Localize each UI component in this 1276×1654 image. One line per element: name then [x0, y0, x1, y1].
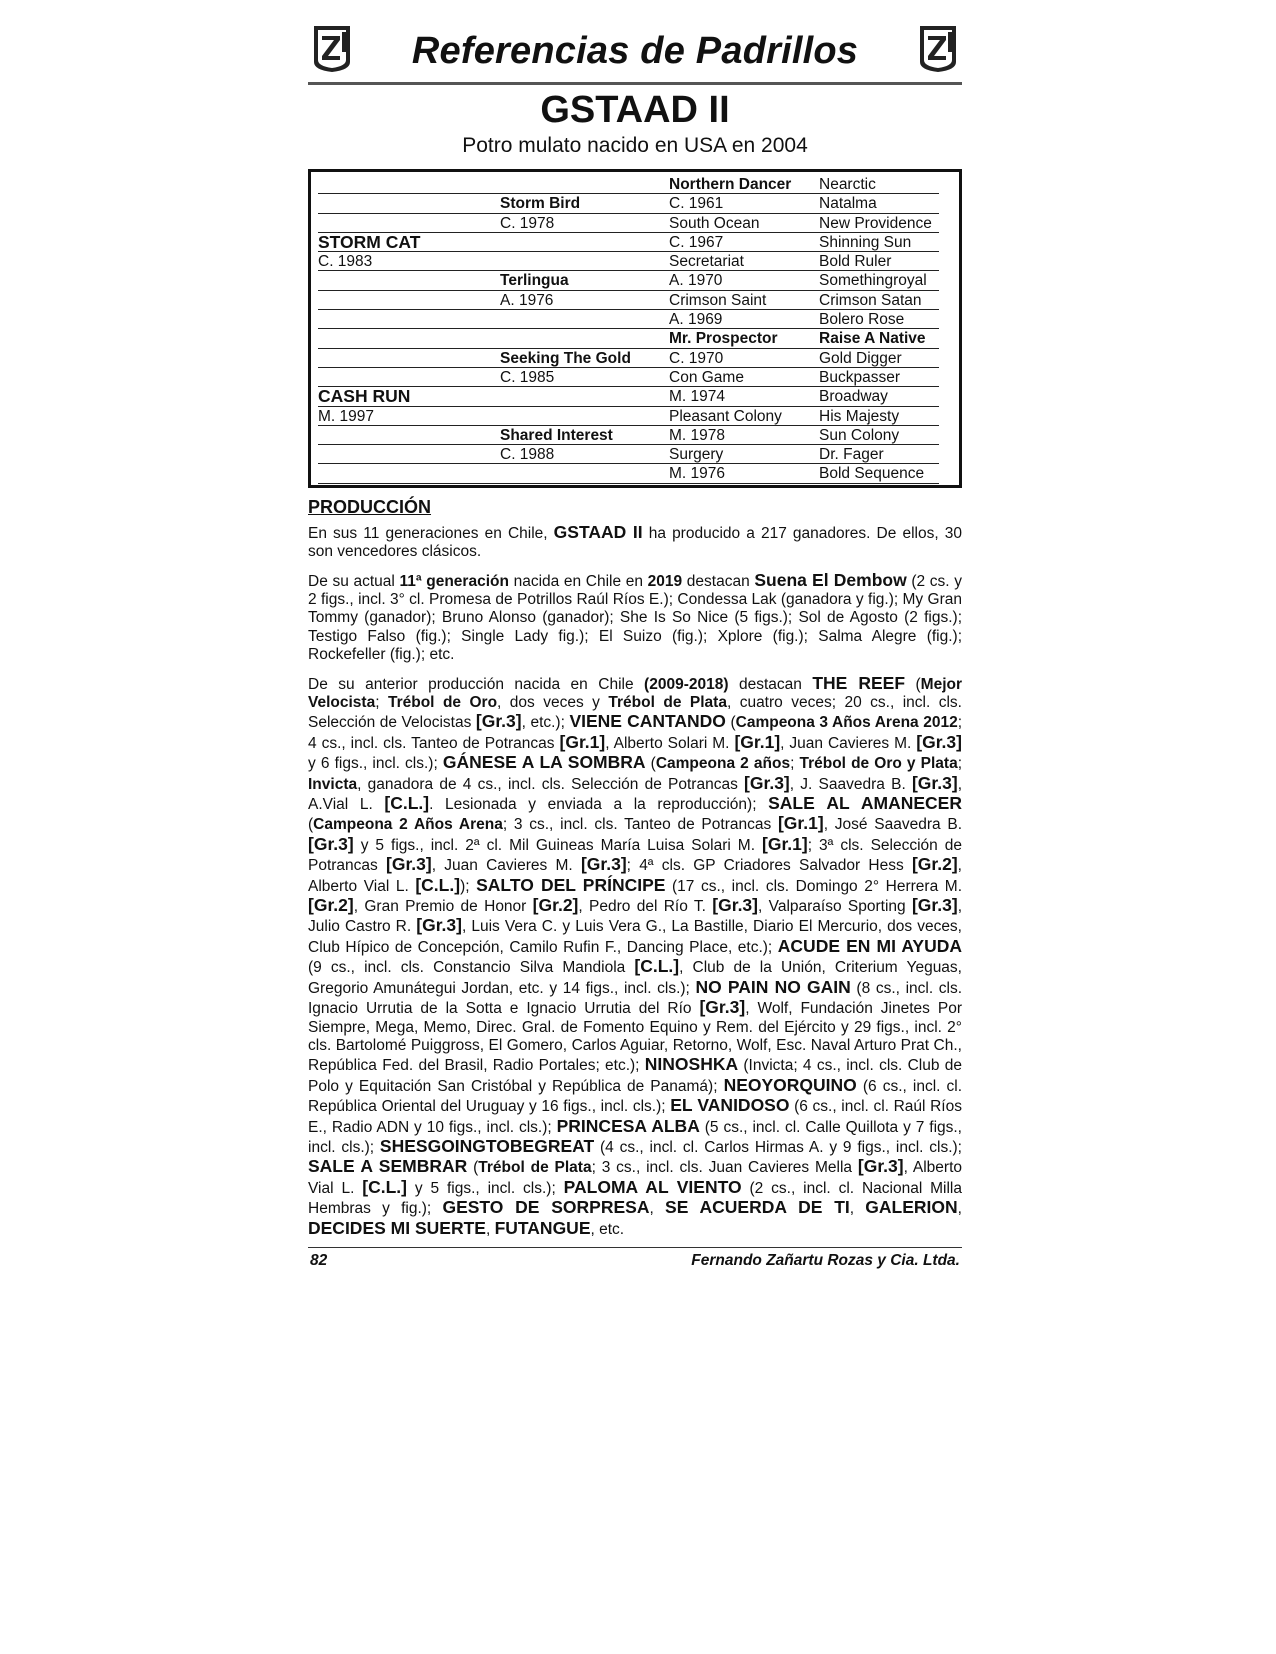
- pedigree-cell: Nearctic: [819, 175, 939, 194]
- pedigree-cell: [318, 291, 500, 310]
- pedigree-row: [318, 426, 939, 445]
- pedigree-cell: Northern Dancer: [669, 175, 819, 194]
- pedigree-cell: Bold Sequence: [819, 464, 939, 483]
- pedigree-cell: [318, 214, 500, 233]
- pedigree-cell: Secretariat: [669, 252, 819, 271]
- pedigree-cell: C. 1961: [669, 194, 819, 213]
- pedigree-cell: Dr. Fager: [819, 445, 939, 464]
- pedigree-cell: [318, 175, 500, 194]
- pedigree-row: [318, 368, 939, 387]
- pedigree-cell: A. 1976: [500, 291, 669, 310]
- pedigree-cell: C. 1988: [500, 445, 669, 464]
- production-paragraph-1: En sus 11 generaciones en Chile, GSTAAD II ha producido a 217 ganadores. De ellos, 30 son vencedores clásicos.: [308, 521, 962, 561]
- pedigree-cell: Buckpasser: [819, 368, 939, 387]
- pedigree-cell: M. 1974: [669, 387, 819, 406]
- pedigree-cell: A. 1969: [669, 310, 819, 329]
- pedigree-cell: Pleasant Colony: [669, 407, 819, 426]
- pedigree-row: [318, 445, 939, 464]
- pedigree-cell: [500, 464, 669, 483]
- page-footer: [308, 1247, 962, 1274]
- fz-logo-icon: [914, 22, 962, 74]
- pedigree-row: [318, 464, 939, 483]
- pedigree-cell: Mr. Prospector: [669, 329, 819, 348]
- pedigree-cell: CASH RUN: [318, 387, 500, 406]
- document-page: [308, 20, 962, 1274]
- page-number: 82: [310, 1251, 328, 1269]
- pedigree-cell: C. 1970: [669, 349, 819, 368]
- pedigree-cell: His Majesty: [819, 407, 939, 426]
- pedigree-row: [318, 291, 939, 310]
- pedigree-row: [318, 407, 939, 426]
- pedigree-cell: Con Game: [669, 368, 819, 387]
- production-paragraph-3: De su anterior producción nacida en Chile (2009-2018) destacan THE REEF (Mejor Velocista; Trébol de Oro, dos veces y Trébol de Plata, cuatro veces; 20 cs., incl. cls. Selección de Velocistas [Gr.3], etc.); VIENE CANTANDO (Campeona 3 Años Arena 2012; 4 cs., incl. cls. Tanteo de Potrancas [Gr.1], Alberto Solari M. [Gr.1], Juan Cavieres M. [Gr.3] y 6 figs., incl. cls.); GÁNESE A LA SOMBRA (Campeona 2 años; Trébol de Oro y Plata; Invicta, ganadora de 4 cs., incl. cls. Selección de Potrancas [Gr.3], J. Saavedra B. [Gr.3], A.Vial L. [C.L.]. Lesionada y enviada a la reproducción); SALE AL AMANECER (Campeona 2 Años Arena; 3 cs., incl. cls. Tanteo de Potrancas [Gr.1], José Saavedra B. [Gr.3] y 5 figs., incl. 2ª cl. Mil Guineas María Luisa Solari M. [Gr.1]; 3ª cls. Selección de Potrancas [Gr.3], Juan Cavieres M. [Gr.3]; 4ª cls. GP Criadores Salvador Hess [Gr.2], Alberto Vial L. [C.L.]); SALTO DEL PRÍNCIPE (17 cs., incl. cls. Domingo 2° Herrera M. [Gr.2], Gran Premio de Honor [Gr.2], Pedro del Río T. [Gr.3], Valparaíso Sporting [Gr.3], Julio Castro R. [Gr.3], Luis Vera C. y Luis Vera G., La Bastille, Diario El Mercurio, dos veces, Club Hípico de Concepción, Camilo Rufin F., Dancing Place, etc.); ACUDE EN MI AYUDA (9 cs., incl. cls. Constancio Silva Mandiola [C.L.], Club de la Unión, Criterium Yeguas, Gregorio Amunátegui Jordan, etc. y 14 figs., incl. cls.); NO PAIN NO GAIN (8 cs., incl. cls. Ignacio Urrutia de la Sotta e Ignacio Urrutia del Río [Gr.3], Wolf, Fundación Jinetes Por Siempre, Mega, Memo, Direc. Gral. de Fomento Equino y Rem. del Ejército y 29 figs., incl. 2° cls. Bartolomé Puiggross, El Gomero, Carlos Aguiar, Retorno, Wolf, Esc. Naval Arturo Prat Ch., República Fed. del Brasil, Radio Portales; etc.); NINOSHKA (Invicta; 4 cs., incl. cls. Club de Polo y Equitación San Cristóbal y República de Panamá); NEOYORQUINO (6 cs., incl. cl. República Oriental del Uruguay y 16 figs., incl. cls.); EL VANIDOSO (6 cs., incl. cl. Raúl Ríos E., Radio ADN y 10 figs., incl. cls.); PRINCESA ALBA (5 cs., incl. cl. Calle Quillota y 7 figs., incl. cls.); SHESGOINGTOBEGREAT (4 cs., incl. cl. Carlos Hirmas A. y 9 figs., incl. cls.); SALE A SEMBRAR (Trébol de Plata; 3 cs., incl. cls. Juan Cavieres Mella [Gr.3], Alberto Vial L. [C.L.] y 5 figs., incl. cls.); PALOMA AL VIENTO (2 cs., incl. cl. Nacional Milla Hembras y fig.); GESTO DE SORPRESA, SE ACUERDA DE TI, GALERION, DECIDES MI SUERTE, FUTANGUE, etc.: [308, 672, 963, 1238]
- pedigree-cell: [318, 426, 500, 445]
- pedigree-row: [318, 233, 939, 252]
- pedigree-cell: [500, 329, 669, 348]
- pedigree-row: [318, 214, 939, 233]
- pedigree-cell: STORM CAT: [318, 233, 500, 252]
- pedigree-cell: [318, 194, 500, 213]
- horse-name-inline: GSTAAD II: [553, 521, 643, 542]
- pedigree-cell: M. 1997: [318, 407, 500, 426]
- page-title: Referencias de Padrillos: [411, 30, 859, 72]
- pedigree-cell: C. 1967: [669, 233, 819, 252]
- pedigree-cell: Natalma: [819, 194, 939, 213]
- pedigree-cell: Surgery: [669, 445, 819, 464]
- pedigree-row: [318, 271, 939, 290]
- pedigree-cell: Broadway: [819, 387, 939, 406]
- pedigree-cell: Shared Interest: [500, 426, 669, 445]
- pedigree-cell: M. 1976: [669, 464, 819, 483]
- pedigree-cell: [318, 271, 500, 290]
- pedigree-cell: Somethingroyal: [819, 271, 939, 290]
- pedigree-row: [318, 252, 939, 271]
- pedigree-cell: Crimson Saint: [669, 291, 819, 310]
- pedigree-cell: Gold Digger: [819, 349, 939, 368]
- pedigree-cell: [500, 175, 669, 194]
- pedigree-cell: South Ocean: [669, 214, 819, 233]
- pedigree-cell: C. 1985: [500, 368, 669, 387]
- pedigree-cell: Shinning Sun: [819, 233, 939, 252]
- pedigree-cell: Storm Bird: [500, 194, 669, 213]
- pedigree-cell: Raise A Native: [819, 329, 939, 348]
- pedigree-row: [318, 175, 939, 194]
- header-rule: [308, 82, 962, 85]
- horse-subtitle: Potro mulato nacido en USA en 2004: [462, 134, 808, 157]
- pedigree-row: [318, 194, 939, 213]
- pedigree-cell: [318, 464, 500, 483]
- pedigree-cell: [500, 233, 669, 252]
- pedigree-cell: Terlingua: [500, 271, 669, 290]
- production-paragraph-2: De su actual 11ª generación nacida en Chile en 2019 destacan Suena El Dembow (2 cs. y 2 figs., incl. 3° cl. Promesa de Potrillos Raúl Ríos E.); Condessa Lak (ganadora y fig.); My Gran Tommy (ganador); Bruno Alonso (ganador); She Is So Nice (5 figs.); Sol de Agosto (2 figs.); Testigo Falso (fig.); Single Lady fig.); El Suizo (fig.); Xplore (fig.); Salma Alegre (fig.); Rockefeller (fig.); etc.: [308, 569, 962, 664]
- pedigree-cell: Seeking The Gold: [500, 349, 669, 368]
- pedigree-cell: [500, 387, 669, 406]
- pedigree-cell: [500, 252, 669, 271]
- pedigree-cell: [318, 329, 500, 348]
- pedigree-cell: Bolero Rose: [819, 310, 939, 329]
- pedigree-row: [318, 349, 939, 368]
- pedigree-cell: [500, 310, 669, 329]
- page-header: [308, 20, 962, 82]
- pedigree-row: [318, 329, 939, 348]
- pedigree-cell: C. 1978: [500, 214, 669, 233]
- section-title-produccion: PRODUCCIÓN: [308, 496, 432, 517]
- horse-name: GSTAAD II: [540, 89, 730, 131]
- pedigree-cell: [318, 310, 500, 329]
- pedigree-cell: A. 1970: [669, 271, 819, 290]
- pedigree-cell: Sun Colony: [819, 426, 939, 445]
- pedigree-cell: [318, 349, 500, 368]
- pedigree-row: [318, 310, 939, 329]
- pedigree-cell: New Providence: [819, 214, 939, 233]
- publisher-name: Fernando Zañartu Rozas y Cia. Ltda.: [691, 1251, 960, 1269]
- pedigree-cell: Bold Ruler: [819, 252, 939, 271]
- pedigree-cell: Crimson Satan: [819, 291, 939, 310]
- pedigree-cell: [318, 368, 500, 387]
- pedigree-cell: [318, 445, 500, 464]
- pedigree-cell: C. 1983: [318, 252, 500, 271]
- pedigree-table: [308, 169, 962, 488]
- pedigree-cell: M. 1978: [669, 426, 819, 445]
- pedigree-row: [318, 387, 939, 406]
- pedigree-cell: [500, 407, 669, 426]
